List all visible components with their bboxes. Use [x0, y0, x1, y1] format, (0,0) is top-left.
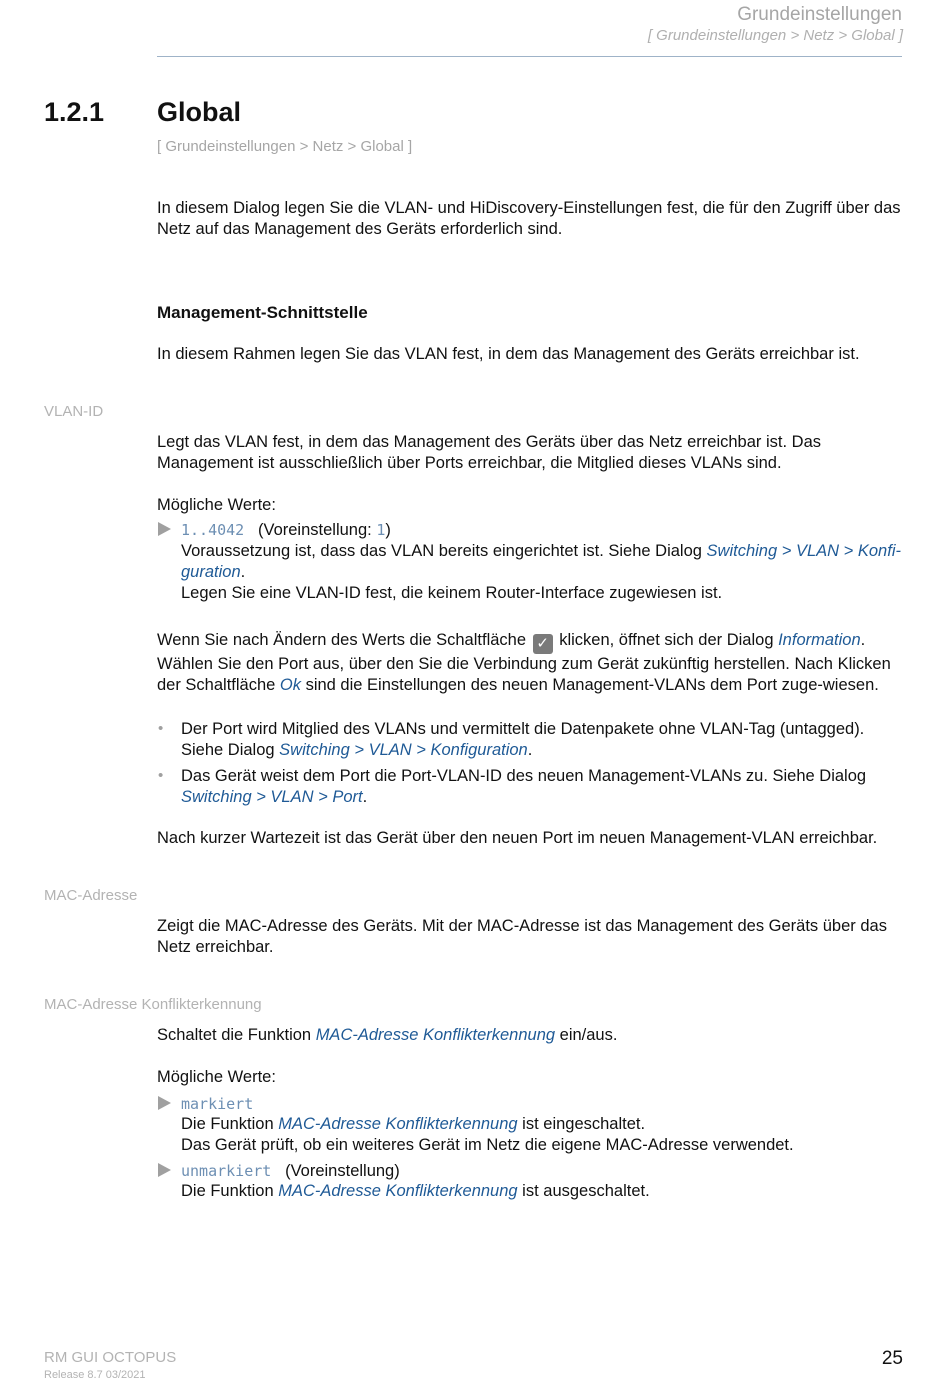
- conflict-text-a: Schaltet die Funktion: [157, 1026, 316, 1044]
- conflict-text-b: ein/aus.: [555, 1026, 618, 1044]
- vlan-wait-note: Nach kurzer Wartezeit ist das Gerät über den neuen Port im neuen Management-VLAN erreichbar.: [157, 829, 878, 847]
- opt2-text-a: Die Funktion: [181, 1182, 279, 1200]
- conflict-description: [157, 1025, 907, 1046]
- mac-address-description: Zeigt die MAC-Adresse des Geräts. Mit der MAC-Adresse ist das Management des Geräts über das Netz erreichbar.: [157, 917, 887, 956]
- link-information[interactable]: Information: [778, 631, 861, 649]
- option-markiert-line1: [181, 1114, 907, 1135]
- arrow-bullet-icon: [158, 522, 171, 536]
- option-unmarkiert: [181, 1161, 907, 1182]
- link-switching-vlan-konfiguration[interactable]: Switching > VLAN > Konfi-guration: [181, 542, 901, 581]
- code-unmarkiert: unmarkiert: [181, 1162, 272, 1180]
- default-open-text: (Voreinstellung:: [257, 521, 377, 539]
- footer-release: Release 8.7 03/2021: [44, 1369, 146, 1381]
- param-label-vlan-id: VLAN-ID: [44, 403, 104, 420]
- bullet2-text: Das Gerät weist dem Port die Port-VLAN-ID des neuen Management-VLANs zu. Siehe Dialog: [181, 767, 867, 785]
- vlan-router-note: Legen Sie eine VLAN-ID fest, die keinem Router-Interface zugewiesen ist.: [181, 584, 723, 602]
- arrow-bullet-icon: [158, 1163, 171, 1177]
- link-ok[interactable]: Ok: [279, 676, 301, 694]
- section-title: Global: [157, 97, 242, 127]
- subsection-intro: In diesem Rahmen legen Sie das VLAN fest, in dem das Management des Geräts erreichbar ist.: [157, 345, 860, 363]
- vlan-values-heading: Mögliche Werte:: [157, 496, 276, 514]
- subsection-heading: Management-Schnittstelle: [157, 303, 368, 322]
- vlan-bullet-1: [181, 719, 907, 761]
- bullet-dot-icon: •: [158, 720, 164, 737]
- link-switching-vlan-port[interactable]: Switching > VLAN > Port: [181, 788, 363, 806]
- section-breadcrumb: [ Grundeinstellungen > Netz > Global ]: [157, 138, 413, 155]
- checkmark-button-icon: ✓: [533, 634, 553, 654]
- page-number: 25: [881, 1348, 903, 1369]
- section-number: 1.2.1: [44, 97, 105, 127]
- requirement-text: Voraussetzung ist, dass das VLAN bereits eingerichtet ist. Siehe Dialog: [181, 542, 707, 560]
- vlan-change-paragraph: [157, 630, 907, 696]
- opt1-text-a: Die Funktion: [181, 1115, 279, 1133]
- vlan-id-description: Legt das VLAN fest, in dem das Management des Geräts über das Netz erreichbar ist. Das Management ist ausschließlich über Ports erreichbar, die Mitglied dieses VLANs sind.: [157, 433, 821, 472]
- bullet2-end: .: [362, 788, 368, 806]
- code-markiert: markiert: [181, 1095, 254, 1113]
- change-text-b: klicken, öffnet sich der Dialog: [554, 631, 779, 649]
- option-markiert-line2: Das Gerät prüft, ob ein weiteres Gerät im Netz die eigene MAC-Adresse verwendet.: [181, 1136, 794, 1154]
- bullet1-end: .: [527, 741, 533, 759]
- running-header-breadcrumb: [ Grundeinstellungen > Netz > Global ]: [647, 27, 903, 44]
- arrow-bullet-icon: [158, 1096, 171, 1110]
- link-mac-conflict-3[interactable]: MAC-Adresse Konflikterkennung: [278, 1182, 518, 1200]
- vlan-requirement: [181, 541, 907, 583]
- header-rule: [157, 56, 902, 57]
- vlan-bullet-2: [181, 766, 907, 808]
- param-label-mac-conflict: MAC-Adresse Konflikterkennung: [44, 996, 262, 1013]
- bullet1-text: Der Port wird Mitglied des VLANs und vermittelt die Datenpakete ohne VLAN-Tag (untagged). Siehe Dialog: [181, 720, 865, 759]
- requirement-end: .: [240, 563, 246, 581]
- param-label-mac-address: MAC-Adresse: [44, 887, 138, 904]
- option-unmarkiert-line1: [181, 1181, 907, 1202]
- bullet-dot-icon: •: [158, 767, 164, 784]
- change-text-d: sind die Einstellungen des neuen Management-VLANs dem Port zuge-wiesen.: [301, 676, 879, 694]
- opt1-text-b: ist eingeschaltet.: [517, 1115, 646, 1133]
- default-close-text: ): [385, 521, 391, 539]
- change-text-a: Wenn Sie nach Ändern des Werts die Schaltfläche: [157, 631, 531, 649]
- default-label: (Voreinstellung): [285, 1162, 400, 1180]
- link-switching-vlan-konfiguration-2[interactable]: Switching > VLAN > Konfiguration: [279, 741, 528, 759]
- change-text-c: . Wählen Sie den Port aus, über den Sie die Verbindung zum Gerät zukünftig herstellen. Nach Klicken der Schaltfläche: [157, 631, 891, 694]
- footer-product: RM GUI OCTOPUS: [44, 1349, 177, 1366]
- conflict-values-heading: Mögliche Werte:: [157, 1068, 276, 1086]
- default-value-code: 1: [376, 521, 386, 539]
- section-intro: In diesem Dialog legen Sie die VLAN- und HiDiscovery-Einstellungen fest, die für den Zugriff über das Netz auf das Management des Geräts erforderlich sind.: [157, 199, 901, 238]
- running-header-title: Grundeinstellungen: [737, 4, 902, 25]
- opt2-text-b: ist ausgeschaltet.: [517, 1182, 650, 1200]
- link-mac-conflict-2[interactable]: MAC-Adresse Konflikterkennung: [278, 1115, 518, 1133]
- option-markiert: [181, 1094, 907, 1115]
- vlan-range-code: 1..4042: [181, 521, 245, 539]
- link-mac-conflict[interactable]: MAC-Adresse Konflikterkennung: [315, 1026, 556, 1044]
- vlan-range-line: [181, 520, 907, 541]
